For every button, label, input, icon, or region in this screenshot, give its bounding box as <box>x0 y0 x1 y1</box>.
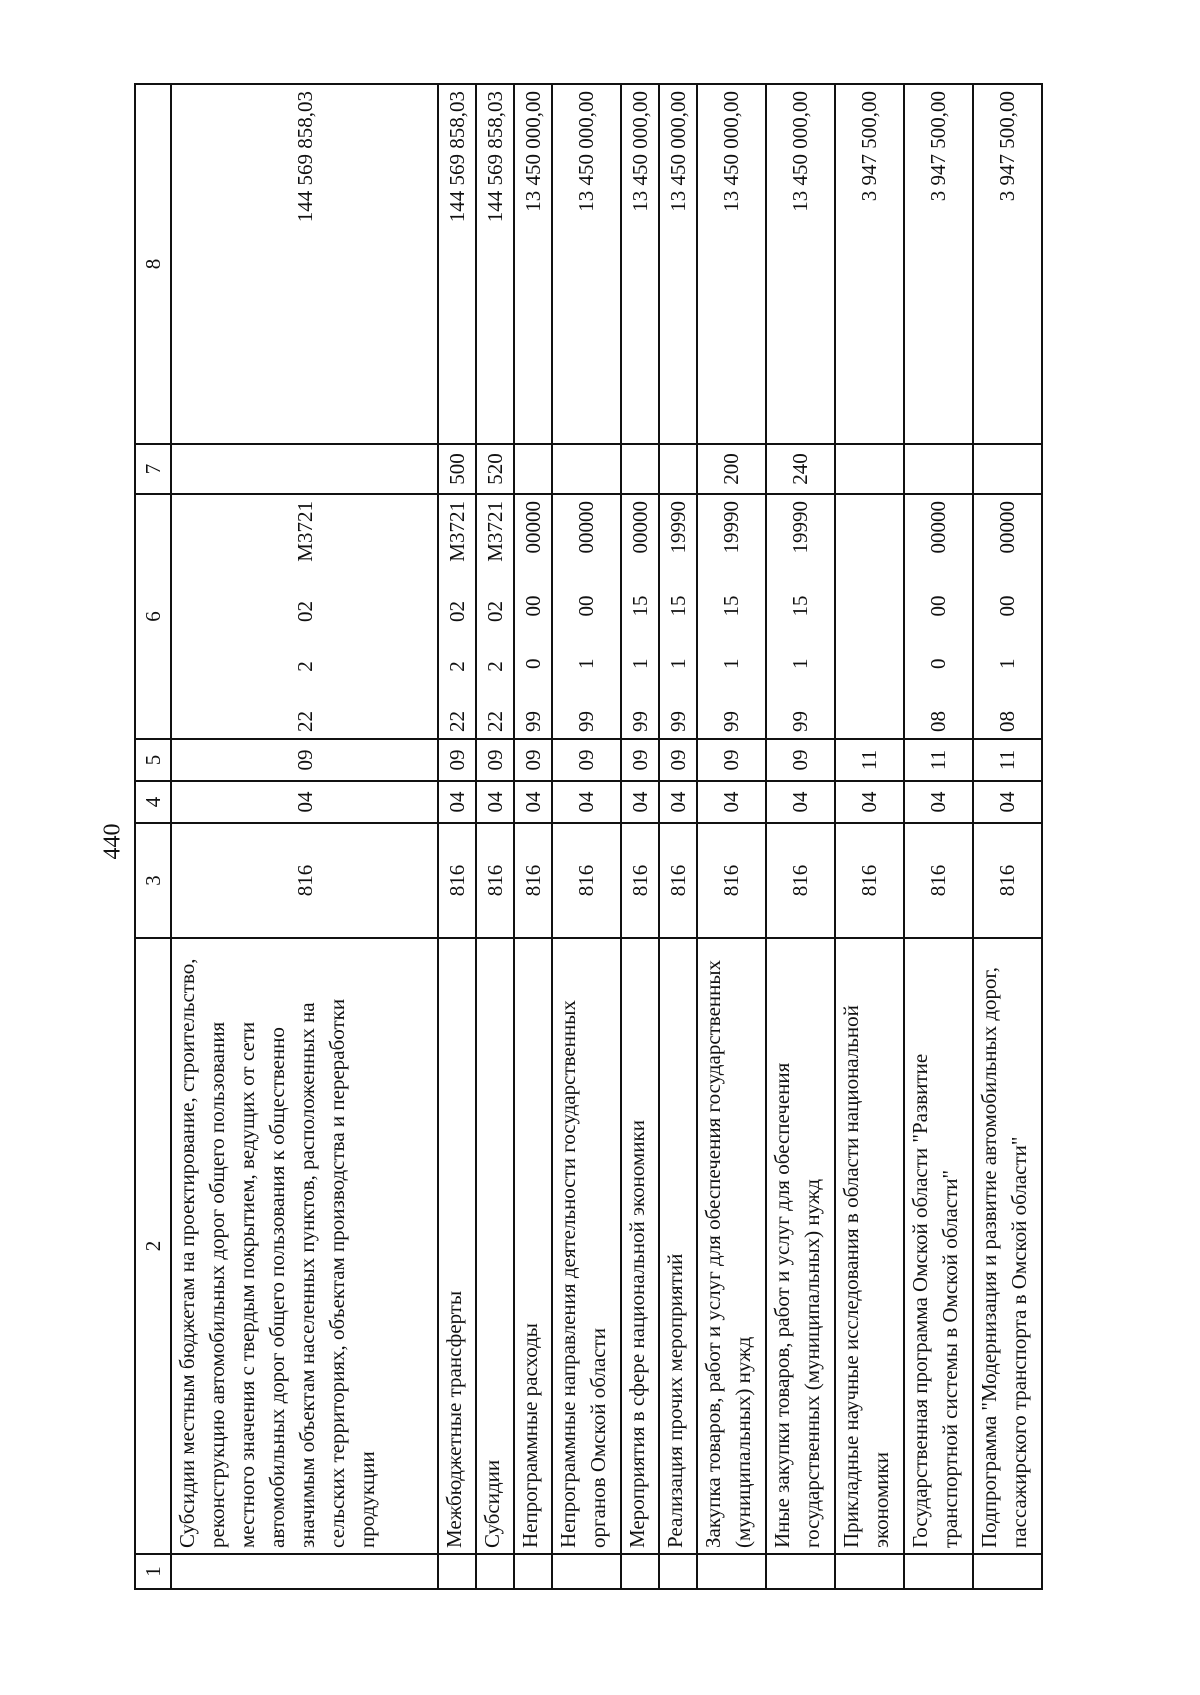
cell-code-3: 816 <box>697 823 766 938</box>
cell-code-4: 04 <box>835 781 904 823</box>
code-subprogram: 0 <box>926 658 951 669</box>
cell-col-1 <box>621 1554 659 1589</box>
cell-amount: 13 450 000,00 <box>552 84 621 444</box>
cell-target-code <box>766 494 835 739</box>
cell-code-3: 816 <box>438 823 476 938</box>
table-row <box>552 84 621 1589</box>
cell-expense-type <box>659 444 697 494</box>
code-direction: 00000 <box>995 501 1020 554</box>
table-body <box>171 84 1042 1589</box>
code-program: 99 <box>627 711 652 732</box>
header-col-4: 4 <box>135 781 171 823</box>
row-name: Прикладные научные исследования в области национальной экономики <box>835 938 904 1554</box>
cell-expense-type <box>973 444 1042 494</box>
header-col-5: 5 <box>135 739 171 781</box>
cell-col-1 <box>766 1554 835 1589</box>
cell-code-3: 816 <box>766 823 835 938</box>
cell-col-1 <box>438 1554 476 1589</box>
table-row <box>514 84 552 1589</box>
code-subprogram: 2 <box>292 661 317 672</box>
code-program: 99 <box>574 711 599 732</box>
cell-col-1 <box>659 1554 697 1589</box>
row-name: Межбюджетные трансферты <box>438 938 476 1554</box>
cell-col-1 <box>904 1554 973 1589</box>
cell-col-1 <box>697 1554 766 1589</box>
cell-amount: 144 569 858,03 <box>438 84 476 444</box>
cell-target-code <box>904 494 973 739</box>
cell-amount: 3 947 500,00 <box>973 84 1042 444</box>
cell-target-code <box>835 494 904 739</box>
cell-code-5: 09 <box>514 739 552 781</box>
row-name: Иные закупки товаров, работ и услуг для обеспечения государственных (муниципальных) нужд <box>766 938 835 1554</box>
code-direction: 00000 <box>520 501 545 554</box>
cell-target-code <box>621 494 659 739</box>
table-row <box>904 84 973 1589</box>
code-direction: M3721 <box>292 501 317 562</box>
code-program: 99 <box>788 711 813 732</box>
cell-col-1 <box>476 1554 514 1589</box>
cell-code-5: 11 <box>973 739 1042 781</box>
table-row <box>835 84 904 1589</box>
cell-code-5: 11 <box>904 739 973 781</box>
table-row <box>171 84 438 1589</box>
row-name: Непрограммные расходы <box>514 938 552 1554</box>
code-event: 15 <box>788 595 813 617</box>
code-event: 15 <box>719 595 744 617</box>
cell-expense-type <box>514 444 552 494</box>
cell-code-5: 09 <box>659 739 697 781</box>
code-event: 02 <box>445 600 470 622</box>
table-row <box>973 84 1042 1589</box>
cell-code-4: 04 <box>476 781 514 823</box>
cell-code-3: 816 <box>835 823 904 938</box>
cell-code-4: 04 <box>904 781 973 823</box>
cell-target-code <box>697 494 766 739</box>
cell-amount: 144 569 858,03 <box>171 84 438 444</box>
header-col-8: 8 <box>135 84 171 444</box>
cell-code-5: 09 <box>552 739 621 781</box>
cell-amount: 13 450 000,00 <box>766 84 835 444</box>
cell-expense-type: 500 <box>438 444 476 494</box>
cell-amount: 144 569 858,03 <box>476 84 514 444</box>
cell-expense-type <box>621 444 659 494</box>
header-col-3: 3 <box>135 823 171 938</box>
code-direction: 19990 <box>788 501 813 554</box>
code-subprogram: 1 <box>665 658 690 669</box>
code-subprogram: 1 <box>574 658 599 669</box>
row-name: Субсидии <box>476 938 514 1554</box>
cell-code-5: 09 <box>621 739 659 781</box>
cell-col-1 <box>171 1554 438 1589</box>
cell-amount: 13 450 000,00 <box>659 84 697 444</box>
cell-code-3: 816 <box>476 823 514 938</box>
code-event: 00 <box>574 595 599 617</box>
rotated-table-wrapper <box>134 85 1043 1590</box>
row-name: Подпрограмма "Модернизация и развитие автомобильных дорог, пассажирского транспорта в Омской области" <box>973 938 1042 1554</box>
cell-code-5: 09 <box>476 739 514 781</box>
cell-col-1 <box>552 1554 621 1589</box>
header-col-1: 1 <box>135 1554 171 1589</box>
cell-code-4: 04 <box>514 781 552 823</box>
code-program: 99 <box>665 711 690 732</box>
cell-amount: 13 450 000,00 <box>697 84 766 444</box>
cell-col-1 <box>514 1554 552 1589</box>
header-row <box>135 84 171 1589</box>
cell-target-code <box>552 494 621 739</box>
cell-code-3: 816 <box>552 823 621 938</box>
code-event: 00 <box>520 595 545 617</box>
cell-expense-type: 240 <box>766 444 835 494</box>
cell-expense-type: 200 <box>697 444 766 494</box>
code-program: 99 <box>520 711 545 732</box>
code-program: 99 <box>719 711 744 732</box>
code-program: 22 <box>292 711 317 732</box>
code-event: 00 <box>926 595 951 617</box>
code-direction: 19990 <box>719 501 744 554</box>
header-col-7: 7 <box>135 444 171 494</box>
cell-code-4: 04 <box>438 781 476 823</box>
row-name: Мероприятия в сфере национальной экономики <box>621 938 659 1554</box>
table-row <box>476 84 514 1589</box>
cell-code-5: 11 <box>835 739 904 781</box>
code-event: 15 <box>665 595 690 617</box>
cell-code-4: 04 <box>766 781 835 823</box>
cell-target-code <box>438 494 476 739</box>
table-row <box>659 84 697 1589</box>
cell-code-5: 09 <box>697 739 766 781</box>
budget-table <box>134 83 1043 1590</box>
row-name: Реализация прочих мероприятий <box>659 938 697 1554</box>
cell-code-3: 816 <box>973 823 1042 938</box>
code-direction: 00000 <box>926 501 951 554</box>
row-name: Закупка товаров, работ и услуг для обеспечения государственных (муниципальных) нужд <box>697 938 766 1554</box>
code-event: 02 <box>292 600 317 622</box>
cell-code-3: 816 <box>621 823 659 938</box>
code-event: 02 <box>483 600 508 622</box>
header-col-6: 6 <box>135 494 171 739</box>
cell-expense-type <box>835 444 904 494</box>
cell-code-5: 09 <box>438 739 476 781</box>
code-subprogram: 1 <box>627 658 652 669</box>
row-name: Субсидии местным бюджетам на проектирование, строительство, реконструкцию автомобильных дорог общего пользования местного значения с твердым покрытием, ведущих от сети автомобильных дорог общего пользования к общественно значимым объектам населенных пунктов, расположенных на сельских территориях, объектам производства и переработки продукции <box>171 938 438 1554</box>
code-direction: 00000 <box>574 501 599 554</box>
table-row <box>438 84 476 1589</box>
code-subprogram: 2 <box>445 661 470 672</box>
cell-expense-type: 520 <box>476 444 514 494</box>
cell-target-code <box>973 494 1042 739</box>
table-row <box>621 84 659 1589</box>
page-number: 440 <box>99 823 126 860</box>
cell-code-4: 04 <box>973 781 1042 823</box>
cell-expense-type <box>171 444 438 494</box>
table-row <box>697 84 766 1589</box>
row-name: Государственная программа Омской области "Развитие транспортной системы в Омской области" <box>904 938 973 1554</box>
code-subprogram: 0 <box>520 658 545 669</box>
cell-code-5: 09 <box>766 739 835 781</box>
cell-target-code <box>659 494 697 739</box>
table-row <box>766 84 835 1589</box>
code-event: 00 <box>995 595 1020 617</box>
cell-amount: 13 450 000,00 <box>621 84 659 444</box>
cell-expense-type <box>552 444 621 494</box>
cell-amount: 3 947 500,00 <box>904 84 973 444</box>
code-subprogram: 2 <box>483 661 508 672</box>
cell-amount: 13 450 000,00 <box>514 84 552 444</box>
code-direction: M3721 <box>445 501 470 562</box>
row-name: Непрограммные направления деятельности государственных органов Омской области <box>552 938 621 1554</box>
code-program: 22 <box>483 711 508 732</box>
cell-col-1 <box>973 1554 1042 1589</box>
cell-code-3: 816 <box>659 823 697 938</box>
code-subprogram: 1 <box>719 658 744 669</box>
cell-target-code <box>171 494 438 739</box>
cell-code-4: 04 <box>621 781 659 823</box>
cell-code-5: 09 <box>171 739 438 781</box>
cell-code-4: 04 <box>697 781 766 823</box>
cell-col-1 <box>835 1554 904 1589</box>
cell-target-code <box>514 494 552 739</box>
cell-amount: 3 947 500,00 <box>835 84 904 444</box>
cell-code-4: 04 <box>659 781 697 823</box>
cell-code-3: 816 <box>514 823 552 938</box>
cell-code-3: 816 <box>904 823 973 938</box>
code-subprogram: 1 <box>788 658 813 669</box>
code-direction: 19990 <box>665 501 690 554</box>
cell-code-4: 04 <box>171 781 438 823</box>
code-subprogram: 1 <box>995 658 1020 669</box>
cell-code-3: 816 <box>171 823 438 938</box>
cell-expense-type <box>904 444 973 494</box>
header-col-2: 2 <box>135 938 171 1554</box>
code-program: 22 <box>445 711 470 732</box>
code-direction: M3721 <box>483 501 508 562</box>
cell-target-code <box>476 494 514 739</box>
code-program: 08 <box>995 711 1020 732</box>
code-direction: 00000 <box>627 501 652 554</box>
cell-code-4: 04 <box>552 781 621 823</box>
code-program: 08 <box>926 711 951 732</box>
code-event: 15 <box>627 595 652 617</box>
